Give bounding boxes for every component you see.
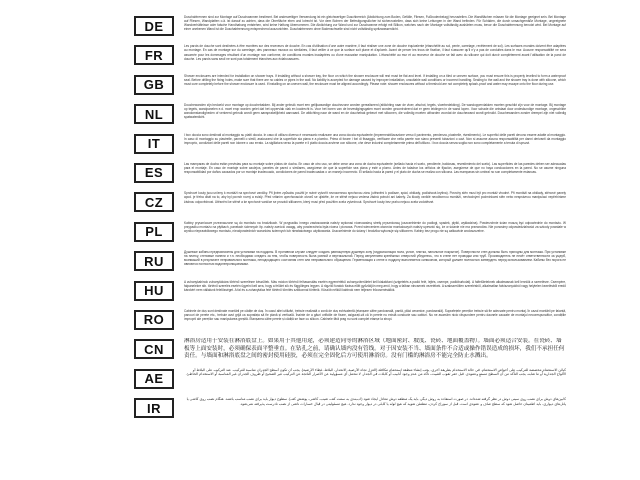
language-badge: CZ	[134, 192, 174, 212]
language-row-ro	[143, 306, 566, 335]
language-badge: NL	[134, 104, 174, 124]
language-text: کابین‌های دوش برای نصب روی سینی دوش در نظر گرفته شده‌اند. در صورت استفاده به روش دیگر، باید یک منطقه دوش معادل ایجاد شود (آب‌بندی به سمت کف، شیب، کاشی، پوشش کف). سطوح دیوار باید برای نصب مناسب باشند. هنگام نصب روی کاشی یا پانل‌های دیواری، باید اطمینان حاصل شود که سطح صاف و عمودی است. قبل از سوراخ کردن، مطمئن شوید که هیچ لوله یا کابلی در دیوار وجود ندارد. هیچ مسئولیتی در قبال خسارات ناشی از نصب نادرست پذیرفته نمی‌شود.	[186, 397, 566, 406]
language-row-es	[144, 159, 566, 188]
language-text: Las mamparas de ducha están previstas para su montaje sobre platos de ducha. En caso de otro uso, se debe crear una zona de ducha equivalente (sellado hacia el suelo, pendiente, baldosas, revestimiento del suelo). Las superficies de las paredes deben ser adecuadas para el montaje. En caso de montaje sobre azulejos, paneles de pared o similares, asegúrese de que la superficie sea plana y esté a plomo. Antes de taladrar los orificios de fijación, asegúrese de que no haya conducciones en la pared. No se asume ninguna responsabilidad por daños causados por un montaje inadecuado, condiciones de pared inadecuadas o un manejo incorrecto. El sellado hacia la pared y el plato de ducha se realiza con silicona. Las mamparas sin umbral no son completamente estancas.	[184, 161, 566, 175]
language-row-hu	[144, 277, 566, 306]
language-row-fr	[144, 41, 566, 70]
language-text: Douchewanden zijn bedoeld voor montage op douchebakken. Bij ander gebruik moet een gelijkwaardige douchezone worden gerealiseerd (afdichting naar de vloer, afschot, tegels, vloerbedekking). De wandoppervlakken moeten geschikt zijn voor de montage. Bij montage op tegels, wandpanelen e.d. moet erop worden gelet dat het oppervlak vlak en loodrecht is. Voor het boren van de bevestigingsgaten moet worden gecontroleerd dat er geen leidingen in de wand lopen. Voor schade die ontstaat door ondeskundige montage, ongeschikte wandomstandigheden of verkeerd gebruik wordt geen aansprakelijkheid aanvaard. De afdichting naar de wand en de douchebak gebeurt met siliconen, die volledig moeten uitharden voordat de douchewand wordt gebruikt. Douchewanden zonder drempel zijn niet volledig spatwaterdicht.	[184, 103, 566, 120]
language-row-cz	[144, 188, 566, 217]
language-badge: GB	[134, 75, 174, 95]
language-row-nl	[144, 100, 566, 129]
language-row-ru	[144, 247, 566, 276]
language-row-cn	[144, 335, 566, 364]
language-text: I box doccia sono destinati al montaggio su piatti doccia. In caso di utilizzo diverso è necessario realizzare una zona doccia equivalente (impermeabilizzazione verso il pavimento, pendenza, piastrelle, rivestimento). Le superfici delle pareti devono essere adatte al montaggio. In caso di montaggio su piastrelle, pannelli o simili, assicurarsi che la superficie sia piana e a piombo. Prima di forare i fori di fissaggio, verificare che nella parete non siano presenti tubazioni o cavi. Non si assume alcuna responsabilità per danni derivanti da montaggio improprio, condizioni delle pareti non idonee o uso errato. La sigillatura verso la parete e il piatto doccia avviene con silicone, che deve indurirsi completamente prima dell'utilizzo. I box doccia senza soglia non sono completamente a tenuta di spruzzi.	[184, 132, 566, 145]
language-badge: DE	[134, 16, 174, 36]
language-text: كبائن الاستحمام مخصصة للتركيب على أحواض الاستحمام. في حالة الاستخدام بطريقة أخرى، يجب إنشاء منطقة استحمام مكافئة (العزل تجاه الأرضية، الانحدار، البلاط، غطاء الأرضية). يجب أن تكون أسطح الجدران مناسبة للتركيب. عند التركيب على البلاط أو الألواح الجدارية أو ما شابه، يجب التأكد من أن السطح مستوٍ وعمودي. قبل حفر ثقوب التثبيت، تأكد من عدم وجود أنابيب أو كابلات في الجدار. لا نتحمل أي مسؤولية عن الأضرار الناتجة عن التركيب غير الصحيح أو ظروف الجدران غير المناسبة أو الاستخدام الخاطئ.	[185, 367, 566, 377]
language-row-pl	[145, 218, 566, 247]
language-badge: ES	[134, 163, 174, 183]
language-text: Shower enclosures are intended for installation on shower trays. If installing without a shower tray, the floor on which the shower enclosure will rest must be flat and level. If installing on a tiled or uneven surface, you must ensure this is properly levelled to form a waterproof seal. Before drilling the fixing holes, make sure that there are no cables or pipes in the wall. No liability is accepted for damage caused by improper installation, unsuitable wall conditions or incorrect handling. Sealing to the wall and the shower tray is done with silicone, which must cure completely before the shower enclosure is used. If installing on an uneven wall, the enclosure must be aligned accordingly. Please note: shower enclosures without a threshold are not completely splash-proof and water may escape onto the floor during use.	[184, 73, 566, 86]
language-row-ae	[144, 365, 566, 394]
language-row-de	[144, 12, 566, 41]
language-badge: IT	[134, 134, 174, 154]
language-badge: RO	[134, 310, 174, 330]
language-badge: CN	[134, 339, 174, 359]
language-text: Душевые кабины предназначены для установки на поддоны. В противном случае следует создать равноценную душевую зону (гидроизоляция пола, уклон, плитка, напольное покрытие). Поверхности стен должны быть пригодны для монтажа. При установке на плитку, стеновые панели и т.п. необходимо следить за тем, чтобы поверхность была ровной и вертикальной. Перед сверлением крепёжных отверстий убедитесь, что в стене нет проводки или труб. Производитель не несёт ответственности за ущерб, возникший в результате неправильного монтажа, неподходящего состояния стен или неправильного обращения. Герметизация к стене и поддону выполняется силиконом, который должен полностью затвердеть перед использованием. Кабины без порога не являются полностью водонепроницаемыми.	[184, 250, 566, 267]
language-row-gb	[143, 71, 566, 100]
language-text: Sprchové kouty jsou určeny k montáži na sprchové vaničky. Při jiném způsobu použití je nutné vytvořit rovnocennou sprchovou zónu (utěsnění k podlaze, spád, obklady, podlahová krytina). Povrchy stěn musí být pro montáž vhodné. Při montáži na obklady, stěnové panely apod. je třeba dbát na to, aby byl povrch rovný a svislý. Před vrtáním upevňovacích otvorů se ujistěte, že ve stěně nejsou vedena žádná potrubí ani kabely. Za škody vzniklé neodbornou montáží, nevhodnými podmínkami stěn nebo nesprávnou manipulací nepřebíráme žádnou odpovědnost. Utěsnění ke stěně a ke sprchové vaničce se provádí silikonem, který musí před použitím zcela vytvrdnout. Sprchové kouty bez prahu nejsou zcela vodotěsné.	[184, 191, 566, 204]
language-badge: IR	[134, 398, 174, 418]
language-text: Cabinele de duș sunt destinate montării pe cădițe de duș. În cazul altei utilizări, trebuie realizată o zonă de duș echivalentă (etanșare către pardoseală, pantă, plăci ceramice, pardoseală). Suprafețele pereților trebuie să fie adecvate pentru montaj. În cazul montării pe faianță, panouri de perete etc., trebuie avut grijă ca suprafața să fie plană și verticală. Înainte de a găuri orificiile de fixare, asigurați-vă că în perete nu există conducte sau cabluri. Nu ne asumăm nicio răspundere pentru daunele cauzate de montajul necorespunzător, condițiile improprii ale pereților sau manipularea greșită. Etanșarea către perete și cădiță se face cu silicon. Cabinele fără prag nu sunt complet etanșe la stropi.	[184, 308, 566, 322]
language-text: Kabiny prysznicowe przeznaczone są do montażu na brodzikach. W przypadku innego zastosowania należy wykonać równoważną strefę prysznicową (uszczelnienie do podłogi, spadek, płytki, wykładzina). Powierzchnie ścian muszą być odpowiednie do montażu. W przypadku montażu na płytkach, panelach ściennych itp. należy zwrócić uwagę, aby powierzchnia była równa i pionowa. Przed wierceniem otworów montażowych należy upewnić się, że w ścianie nie ma przewodów. Nie ponosimy odpowiedzialności za szkody powstałe w wyniku nieprawidłowego montażu, nieodpowiednich warunków ściennych lub niewłaściwego użytkowania. Uszczelnienie do ściany i brodzika wykonuje się silikonem. Kabiny bez progu nie są całkowicie wodoszczelne.	[184, 220, 566, 233]
language-badge: RU	[134, 251, 174, 271]
language-text: 淋浴房适用于安装在淋浴底盘上。如果用于其他用途，必须建造同等的淋浴区域（地面密封、坡度、瓷砖、地面覆盖物）。墙面必须适合安装。在瓷砖、墙板等上面安装时，必须确保表面平整垂直。在钻孔之前，请确认墙内没有管线。对于因安装不当、墙面条件不合适或操作错误造成的损坏，我们不承担任何责任。与墙面和淋浴底盘之间的密封使用硅胶，必须在完全固化后方可使用淋浴房。没有门槛的淋浴房不能完全防止水溅出。	[184, 338, 565, 360]
language-row-ir	[147, 394, 566, 423]
language-text: A zuhanykabinok zuhanytálcára történő szerelésre készültek. Más módon történő felhasználás esetén egyenértékű zuhanyzóterületet kell kialakítani (szigetelés a padló felé, lejtés, csempe, padlóburkolat). A falfelületeknek alkalmasnak kell lenniük a szerelésre. Csempére, falpanelekre stb. történő szerelés esetén ügyelni kell arra, hogy a felület sík és függőleges legyen. A rögzítő furatok fúrása előtt győződjön meg arról, hogy a falban nincsenek vezetékek. A szakszerűtlen szerelésből, alkalmatlan falviszonyokból vagy helytelen kezelésből eredő károkért nem vállalunk felelősséget. A fal és a zuhanytálca felé történő tömítés szilikonnal történik. Küszöb nélküli kabinok nem teljesen fröccsenésállók.	[184, 279, 566, 292]
language-badge: AE	[134, 369, 174, 389]
language-badge: PL	[134, 222, 174, 242]
language-text: Duschabtrennen sind zur Montage auf Duschwannen bestimmt. Bei anderweitiger Verwendung ist ein gleichwertiger Duschbereich (Abdichtung zum Boden, Gefälle, Fliesen, Fußbodenbelag) herzustellen. Die Wandflächen müssen für die Montage geeignet sein. Bei Montage auf Fliesen, Wandplatten o.ä. ist darauf zu achten, dass die Oberfläche eben und lotrecht ist. Vor dem Bohren der Befestigungslöcher ist sicherzustellen, dass sich keine Leitungen in der Wand befinden. Für Schäden, die durch unsachgemäße Montage, ungeeignete Wandverhältnisse oder falsche Handhabung entstehen, wird keine Haftung übernommen. Die Abdichtung zur Wand und zur Duschwanne erfolgt mit Silikon, welches nach der Montage vollständig aushärten muss, bevor die Duschabtrennung benutzt wird. Bei Montage auf einer unebenen Wand ist die Duschabtrennung entsprechend auszurichten. Duschabtrennen ohne Bodenschwelle sind nicht vollständig spritzwasserdicht.	[184, 15, 566, 32]
language-text: Les parois de douche sont destinées à être montées sur des receveurs de douche. En cas d'utilisation d'une autre manière, il faut réaliser une zone de douche équivalente (étanchéité au sol, pente, carrelage, revêtement de sol). Les surfaces murales doivent être adaptées au montage. En cas de montage sur du carrelage, des panneaux muraux ou similaires, il faut veiller à ce que la surface soit plane et d'aplomb. Avant de percer les trous de fixation, il faut s'assurer qu'il n'y a pas de conduites dans le mur. Aucune responsabilité ne sera assumée pour les dommages résultant d'un montage non conforme, de conditions murales inadaptées ou d'une mauvaise manipulation. L'étanchéité au mur et au receveur de douche se fait avec du silicone qui doit durcir complètement avant l'utilisation de la paroi de douche. Les parois sans seuil ne sont pas totalement étanches aux éclaboussures.	[184, 44, 566, 61]
language-badge: FR	[134, 45, 174, 65]
language-row-it	[147, 130, 566, 159]
language-badge: HU	[134, 281, 174, 301]
